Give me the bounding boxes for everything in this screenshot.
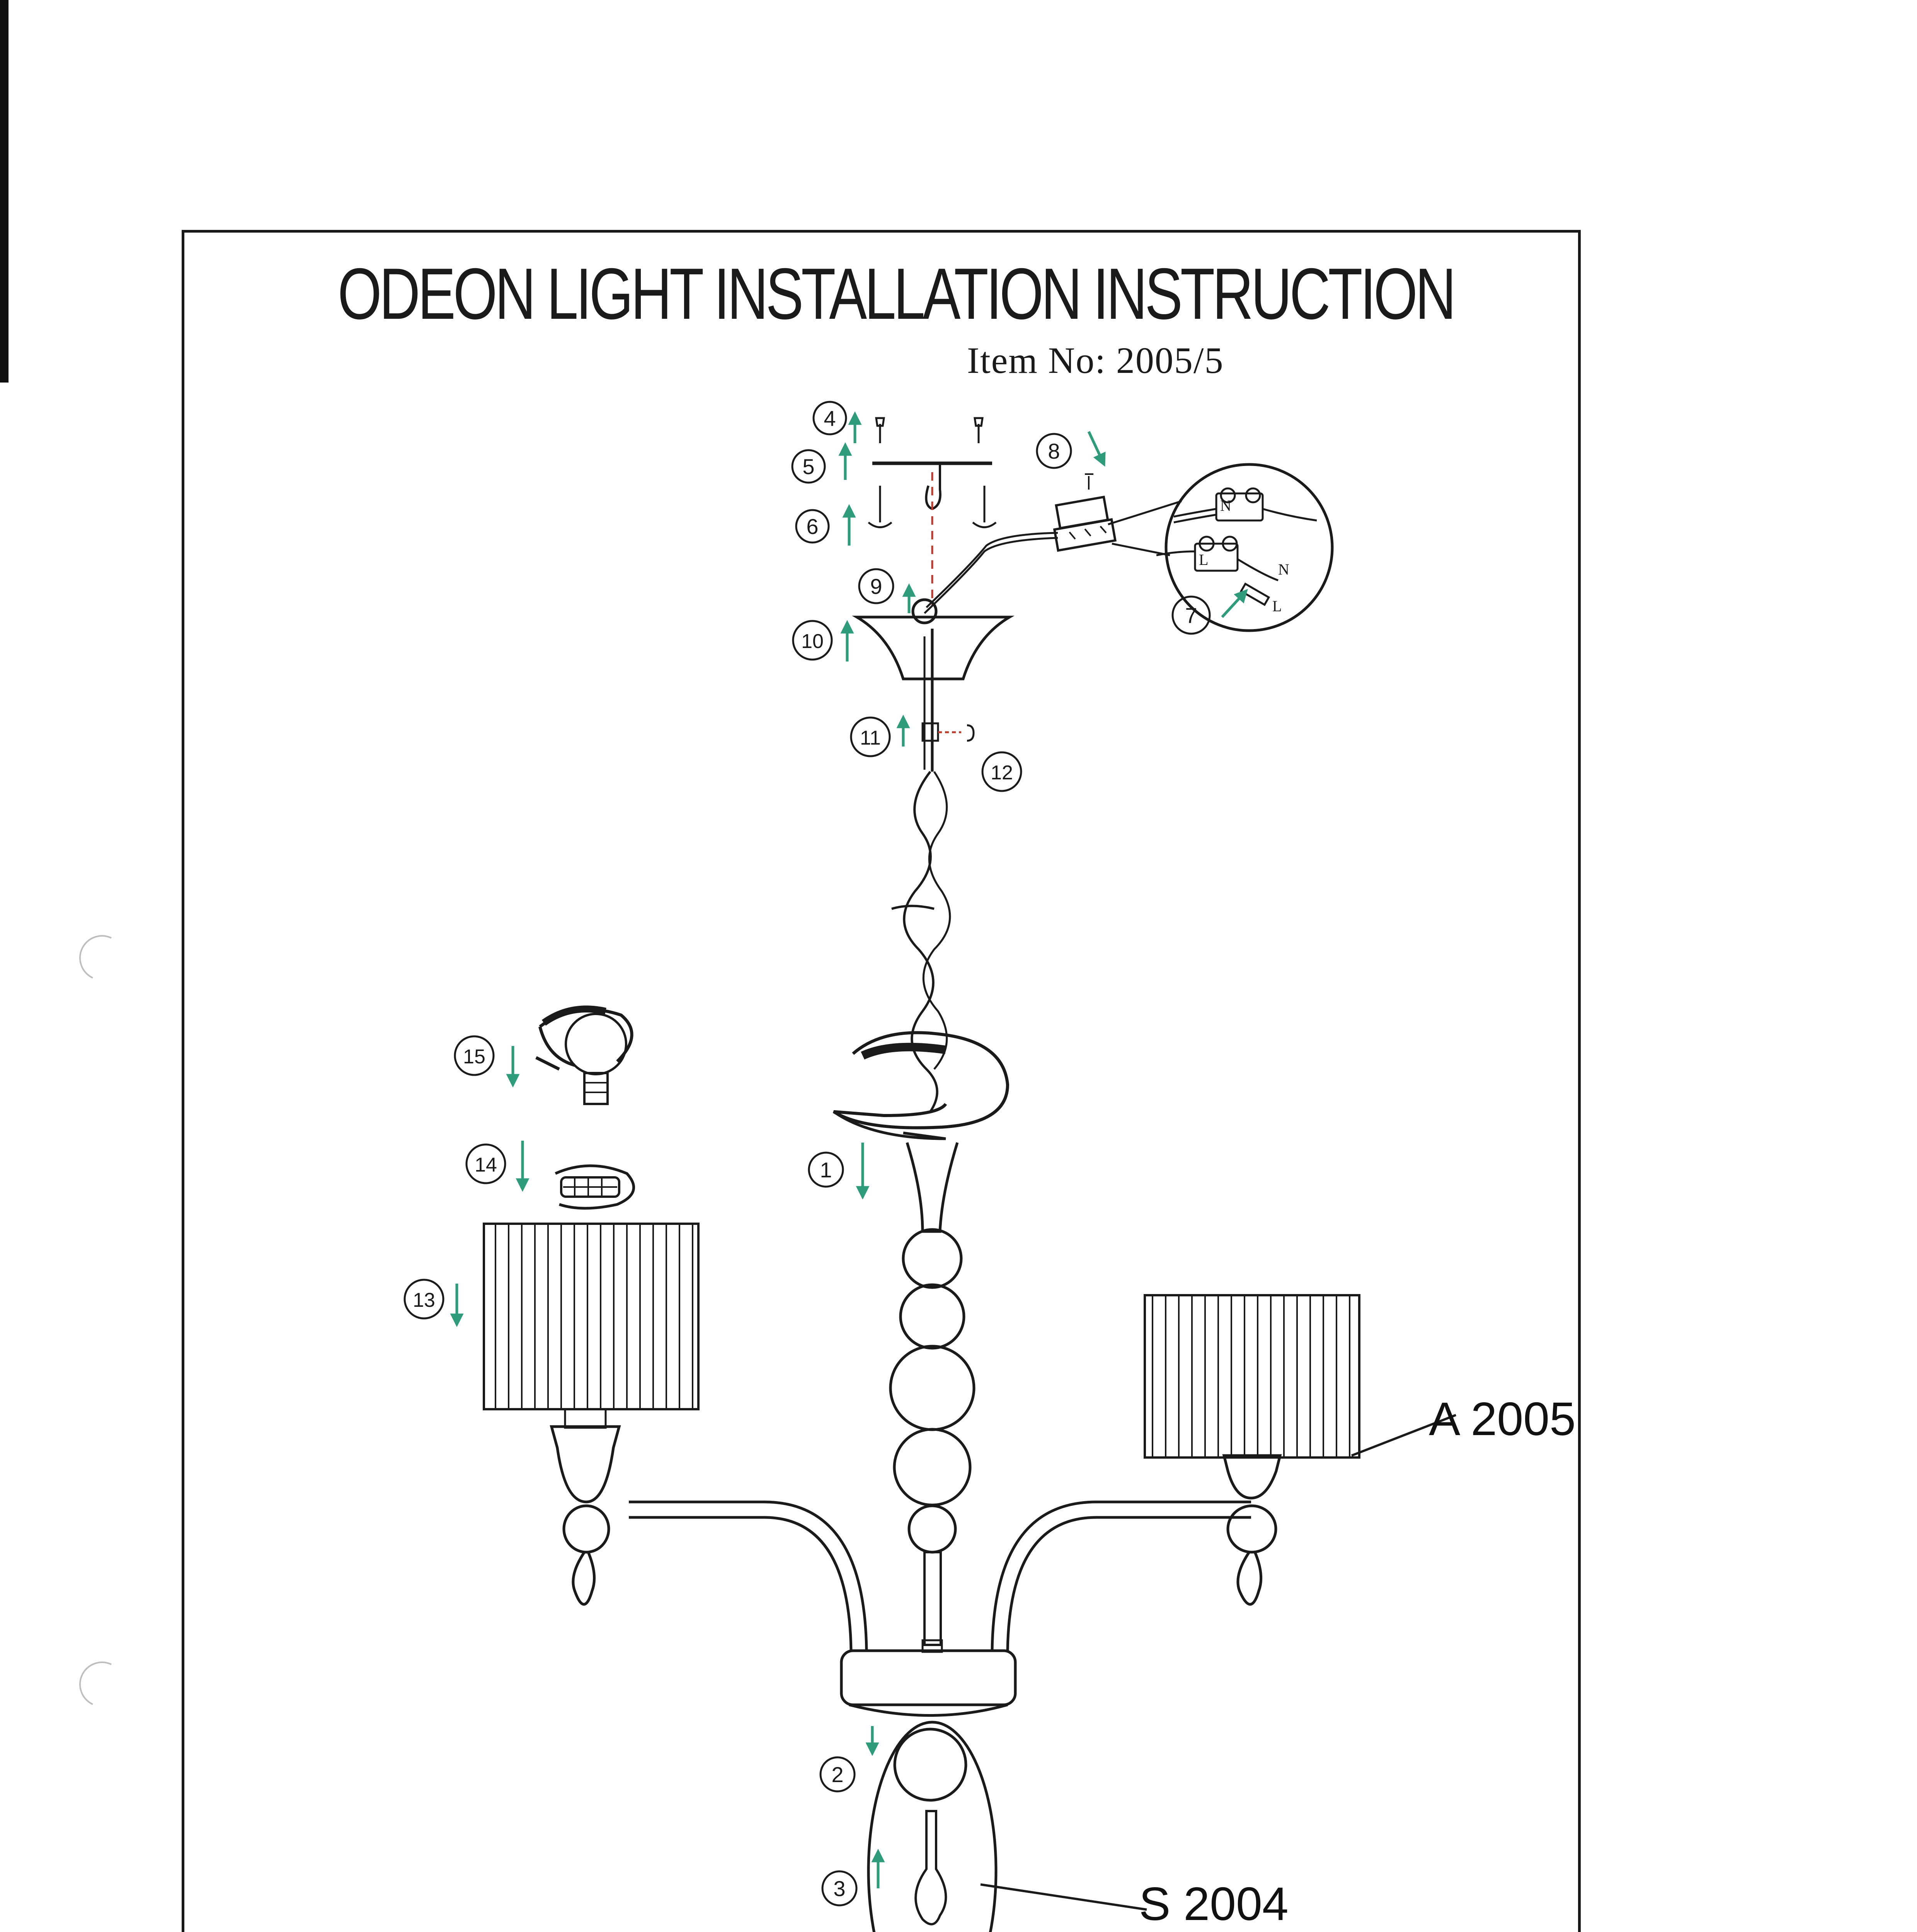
step-5 [792, 450, 825, 483]
left-finial-knob [564, 1506, 609, 1552]
finial-detail-oval [868, 1722, 996, 1932]
suspension-chain [904, 772, 937, 1112]
step-15-label: 15 [463, 1046, 485, 1068]
step-12 [982, 752, 1021, 791]
left-socket-cup [552, 1427, 619, 1502]
step-1-label: 1 [820, 1158, 832, 1182]
step-7-label: 7 [1185, 603, 1197, 628]
terminal-mark-n2: N [1278, 561, 1289, 578]
lower-rod [924, 1552, 941, 1645]
step-9-label: 9 [870, 574, 882, 599]
shade-right [1145, 1295, 1359, 1458]
punch-hole-top [73, 929, 131, 987]
step-10 [793, 621, 832, 660]
right-finial-knob [1228, 1506, 1276, 1552]
base-hub [841, 1651, 1015, 1705]
finial-code-label: S 2004 [1139, 1878, 1289, 1930]
bulb-base [584, 1073, 608, 1104]
step-8-label: 8 [1048, 439, 1060, 463]
left-finial-drop [573, 1552, 594, 1604]
step-3 [822, 1871, 856, 1905]
instruction-sheet [182, 230, 1581, 1932]
canopy-loop [913, 600, 936, 623]
step-3-label: 3 [833, 1876, 846, 1901]
shade-code-label: A 2005 [1429, 1393, 1576, 1445]
step-2 [821, 1757, 855, 1791]
step-9 [859, 569, 893, 603]
ball-2 [901, 1285, 964, 1348]
lampshades [484, 1224, 1359, 1458]
step-4-label: 4 [824, 406, 836, 430]
step-2-label: 2 [831, 1762, 844, 1787]
canopy-hook [926, 464, 940, 509]
terminal-mark-n1: N [1220, 497, 1231, 514]
arm-left [629, 1502, 867, 1651]
right-finial-drop [1238, 1552, 1261, 1604]
terminal-mark-l1: L [1199, 551, 1209, 568]
step-numbers [405, 402, 1210, 1905]
step-4 [814, 402, 846, 434]
scan-edge [0, 0, 9, 383]
bulb-globe [566, 1014, 626, 1074]
right-socket-cup [1224, 1456, 1280, 1498]
step-13-label: 13 [413, 1289, 435, 1311]
step-1 [809, 1153, 843, 1187]
bulb-parts [536, 1009, 634, 1208]
step-7 [1173, 597, 1210, 634]
arm-right [992, 1502, 1251, 1651]
arrow-8 [1089, 432, 1102, 461]
callout-leaders [981, 1415, 1456, 1910]
wiring [924, 464, 1332, 631]
supply-cable [924, 538, 1058, 613]
punch-hole-bottom [73, 1655, 131, 1713]
page-title: ODEON LIGHT INSTALLATION INSTRUCTION [337, 253, 1454, 334]
ball-3 [890, 1346, 974, 1430]
step-11 [851, 718, 890, 756]
step-6 [796, 510, 829, 543]
step-13 [405, 1280, 443, 1318]
trumpet-neck [907, 1143, 957, 1231]
arrow-7 [1222, 594, 1243, 617]
ball-1 [903, 1230, 961, 1287]
step-6-label: 6 [806, 514, 819, 539]
bottom-ball [895, 1729, 966, 1800]
step-12-label: 12 [991, 762, 1013, 784]
step-10-label: 10 [801, 630, 824, 653]
step-14 [466, 1145, 505, 1183]
leader-finial [981, 1884, 1147, 1910]
step-5-label: 5 [802, 454, 815, 479]
chandelier-assembly-diagram [184, 233, 1578, 1932]
canopy-group [857, 418, 1010, 1112]
bottom-finial [916, 1811, 946, 1924]
step-arrows [457, 418, 1243, 1888]
item-number: Item No: 2005/5 [967, 340, 1224, 381]
step-11-label: 11 [860, 727, 881, 749]
screws-top [876, 418, 982, 443]
magnified-terminals [1156, 488, 1317, 605]
shade-left [484, 1224, 698, 1409]
ball-4 [894, 1429, 970, 1505]
step-14-label: 14 [475, 1154, 497, 1176]
step-8 [1037, 434, 1071, 468]
terminal-mark-l2: L [1272, 597, 1282, 615]
ball-5 [909, 1506, 955, 1552]
step-15 [455, 1036, 494, 1075]
chandelier-body [552, 1033, 1280, 1932]
terminal-block [1054, 474, 1115, 551]
left-socket-thread [565, 1409, 606, 1428]
